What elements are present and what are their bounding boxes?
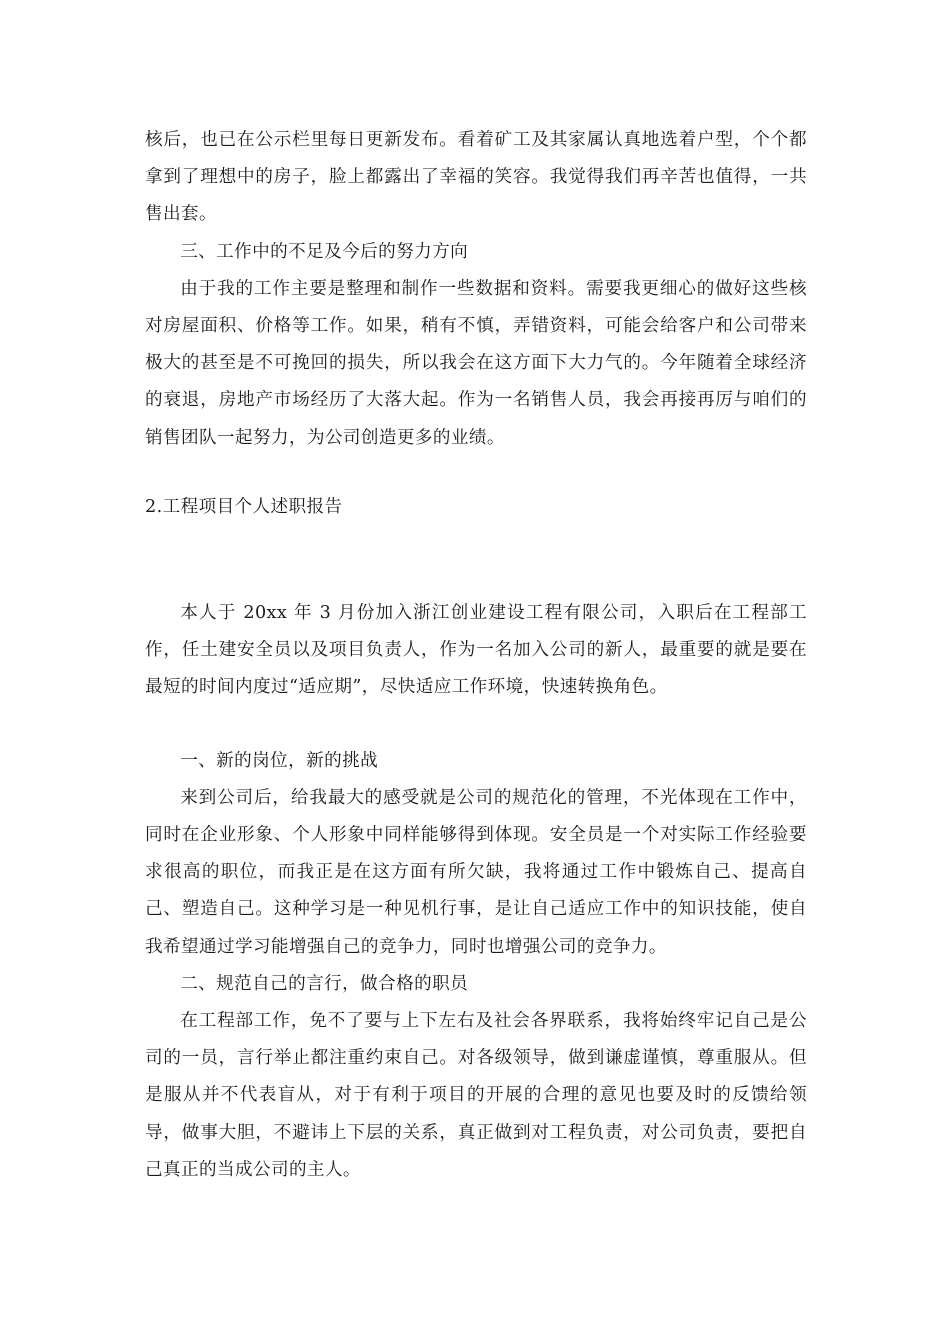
- paragraph-shortcomings: 由于我的工作主要是整理和制作一些数据和资料。需要我更细心的做好这些核对房屋面积、价格等工作。如果，稍有不慎，弄错资料，可能会给客户和公司带来极大的甚至是不可挽回的损失，所以我会在这方面下大力气的。今年随着全球经济的衰退，房地产市场经历了大落大起。作为一名销售人员，我会再接再厉与咱们的销售团队一起努力，为公司创造更多的业绩。: [145, 278, 807, 448]
- spacer: [145, 526, 807, 595]
- paragraph-intro: 本人于 20xx 年 3 月份加入浙江创业建设工程有限公司，入职后在工程部工作，任土建安全员以及项目负责人，作为一名加入公司的新人，最重要的就是要在最短的时间内度过“适应期”，尽快适应工作环境，快速转换角色。: [145, 603, 807, 698]
- paragraph-new-challenge: 来到公司后，给我最大的感受就是公司的规范化的管理，不光体现在工作中，同时在企业形象、个人形象中同样能够得到体现。安全员是一个对实际工作经验要求很高的职位，而我正是在这方面有所欠缺，我将通过工作中锻炼自己、提高自己、塑造自己。这种学习是一种见机行事，是让自己适应工作中的知识技能，使自我希望通过学习能增强自己的竞争力，同时也增强公司的竞争力。: [145, 787, 807, 957]
- spacer: [145, 457, 807, 489]
- spacer: [145, 707, 807, 743]
- section-heading-two: 二、规范自己的言行，做合格的职员: [180, 973, 469, 994]
- section-heading-three: 三、工作中的不足及今后的努力方向: [180, 241, 469, 262]
- document-page: [145, 122, 807, 1189]
- section-heading-one: 一、新的岗位，新的挑战: [180, 750, 379, 771]
- paragraph-conduct: 在工程部工作，免不了要与上下左右及社会各界联系，我将始终牢记自己是公司的一员，言行举止都注重约束自己。对各级领导，做到谦虚谨慎，尊重服从。但是服从并不代表盲从，对于有利于项目的开展的合理的意见也要及时的反馈给领导，做事大胆，不避讳上下层的关系，真正做到对工程负责，对公司负责，要把自己真正的当成公司的主人。: [145, 1011, 807, 1180]
- report-title: 2.工程项目个人述职报告: [145, 496, 343, 517]
- paragraph-continued: 核后，也已在公示栏里每日更新发布。看着矿工及其家属认真地选着户型，个个都拿到了理想中的房子，脸上都露出了幸福的笑容。我觉得我们再辛苦也值得，一共售出套。: [145, 130, 807, 225]
